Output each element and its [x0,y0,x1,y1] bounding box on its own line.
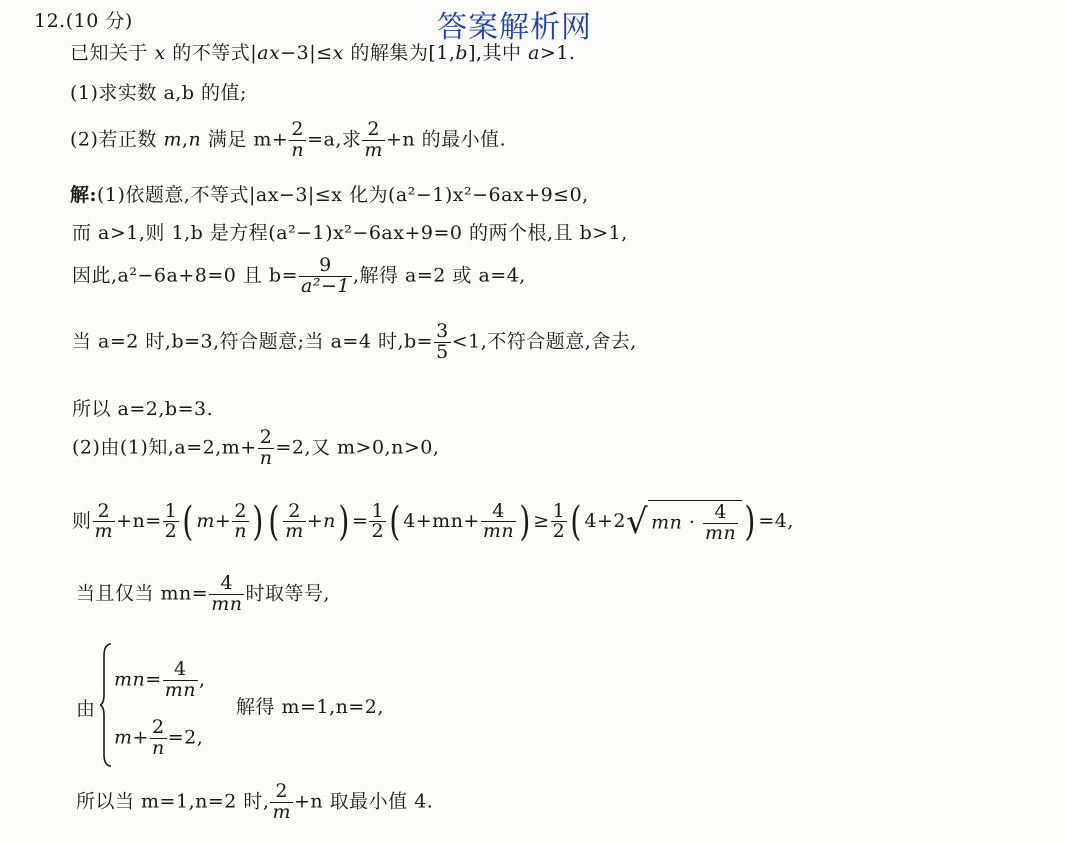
solution-line-6 [72,428,439,469]
solution-label: 解: [70,184,98,206]
text: m+ [196,509,232,532]
fraction: $\frac{2}{m}$ [285,499,304,543]
system-prefix: 由 [76,698,96,720]
solution-line-10 [76,782,433,823]
text: 的解集为[1, [343,42,456,64]
text: =a,求 [307,128,362,151]
watermark-text: 答案解析网 [437,10,592,45]
text: −3|≤ [280,42,333,64]
solution-line-4 [72,322,637,363]
text: mn= [114,668,162,691]
text: , [182,128,189,151]
solution-line-8 [76,574,330,615]
paren: ) [744,498,756,545]
fraction: $\frac{2}{m}$ [364,118,383,161]
fraction: $\frac{2}{n}$ [259,426,273,469]
text: 所以当 m=1,n=2 时, [76,790,270,813]
brace-icon [100,642,112,768]
fraction: $\frac{1}{2}$ [552,499,566,543]
paren: ) [519,498,531,545]
text: (1)依题意,不等式|ax−3|≤x 化为(a²−1)x²−6ax+9≤0, [97,184,589,206]
paren: ) [338,498,350,545]
text: +n 的最小值. [385,128,507,151]
text: 4+mn+ [403,509,480,532]
text: 的不等式| [165,42,258,64]
solution-line-1 [70,180,589,207]
fraction: $\frac{2}{m}$ [94,499,114,543]
text: 当 a=2 时,b=3,符合题意;当 a=4 时,b= [72,330,434,353]
text: +n [306,509,336,532]
fraction: $\frac{2}{m}$ [272,780,291,823]
fraction: $\frac{2}{n}$ [234,499,248,543]
solution-line-5: 所以 a=2,b=3. [72,398,214,420]
fraction: $\frac{4}{mn}$ [705,501,737,544]
var-a: a [528,42,540,64]
text: = [352,509,369,532]
text: +n 取最小值 4. [293,790,434,813]
text: =2,又 m>0,n>0, [275,436,440,459]
fraction: $\frac{2}{n}$ [291,118,305,161]
paren: ( [268,498,280,545]
text: 4+2 [584,509,626,532]
text: 满足 m+ [201,128,289,151]
text: ],其中 [468,42,529,64]
fraction: $\frac{4}{mn}$ [482,499,515,543]
system-result: 解得 m=1,n=2, [236,696,384,718]
fraction: $\frac{9}{\text{a²−1}}$ [301,254,350,297]
paren: ( [389,498,401,545]
fraction: $\frac{1}{2}$ [164,499,178,543]
solution-line-3 [72,256,526,297]
paren: ( [570,498,582,545]
text: =2, [167,726,204,749]
system-row-1 [114,660,206,701]
var-x: x [332,42,344,64]
text: 时取等号, [245,582,331,605]
square-root: √ mn · $\frac{4}{mn}$ [626,500,742,544]
text: m+ [114,726,149,749]
text: <1,不符合题意,舍去, [451,330,637,353]
fraction: $\frac{1}{2}$ [371,499,385,543]
paren: ( [182,498,194,545]
fraction: $\frac{2}{n}$ [151,716,165,759]
problem-line-1 [70,38,575,65]
text: (2)由(1)知,a=2,m+ [72,436,257,459]
text: =4, [758,509,794,532]
text: , [198,668,206,691]
text: ≥ [533,509,550,532]
var-ax: ax [257,42,281,64]
text: 当且仅当 mn= [76,582,209,605]
question-1: (1)求实数 a,b 的值; [70,82,247,104]
text: +n= [116,509,162,532]
solution-line-2: 而 a>1,则 1,b 是方程(a²−1)x²−6ax+9=0 的两个根,且 b>1, [72,222,628,244]
var-m: m [163,128,182,151]
paren: ) [252,498,264,545]
var-b: b [455,42,469,64]
system-row-2 [114,718,203,759]
fraction: $\frac{3}{5}$ [436,320,449,363]
var-n: n [188,128,202,151]
var-x: x [154,42,166,64]
question-2 [70,120,506,161]
solution-line-7 [72,500,794,544]
text: >1. [539,42,576,64]
problem-number: 12.(10 分) [34,10,133,32]
text: 因此,a²−6a+8=0 且 b= [72,264,298,287]
text: 则 [72,509,92,532]
fraction: $\frac{4}{mn}$ [164,658,196,701]
text: (2)若正数 [70,128,164,151]
text: ,解得 a=2 或 a=4, [352,264,526,287]
text: 已知关于 [70,42,155,64]
fraction: $\frac{4}{mn}$ [211,572,243,615]
